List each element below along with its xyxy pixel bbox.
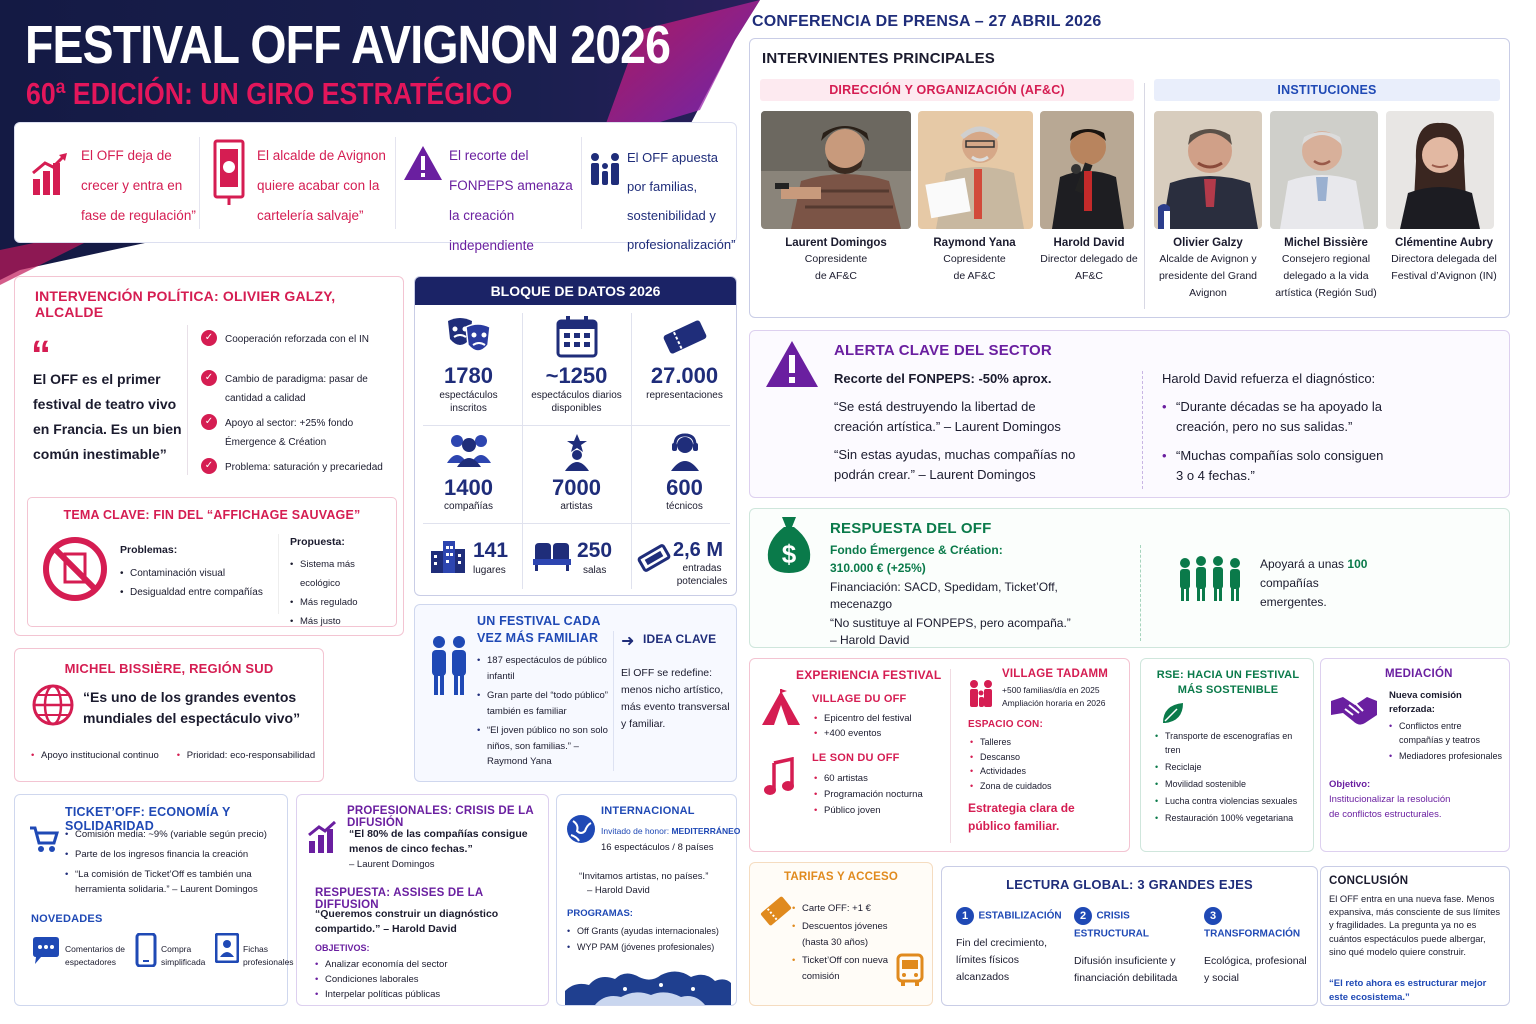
mediacion-list: • Conflictos entre compañías y teatros • Mediadores profesionales: [1389, 719, 1505, 763]
headline-4: El OFF apuesta por familias, sostenibilidad y profesionalización”: [627, 150, 736, 252]
datos-card: BLOQUE DE DATOS 2026 1780 espectáculos inscritos ~1250 espectáculos diarios disponibles 27.000 representaciones 1400 compañías 7000 artistas 600 técnicos 141 lugares 250 salas 2,6 M entradas potenciales: [414, 276, 737, 596]
headlines-strip: [14, 122, 737, 253]
group-direccion: DIRECCIÓN Y ORGANIZACIÓN (AF&C): [829, 83, 1065, 97]
objetivos-list: • Analizar economía del sector • Condiciones laborales • Interpelar políticas públicas: [315, 957, 448, 1002]
tickets-icon: [637, 543, 671, 573]
people-group-icon: [1176, 555, 1246, 603]
politica-title: INTERVENCIÓN POLÍTICA: OLIVIER GALZY, ALCALDE: [35, 288, 336, 320]
bissiere-quote: “Es uno de los grandes eventos mundiales del espectáculo vivo”: [83, 689, 301, 726]
headline-2: El alcalde de Avignon quiere acabar con la cartelería salvaje”: [257, 148, 386, 223]
photo-laurent-domingos: [761, 111, 911, 229]
eje-3: 3 TRANSFORMACIÓN Ecológica, profesional y social: [1204, 907, 1316, 987]
bissiere-notes: • Apoyo institucional continuo • Prioridad: eco-responsabilidad: [31, 749, 315, 763]
alerta-card: [749, 330, 1510, 498]
profesionales-title: PROFESIONALES: CRISIS DE LA DIFUSIÓN: [347, 805, 534, 829]
politica-quote: El OFF es el primer festival de teatro vivo en Francia. Es un bien común inestimable”: [33, 371, 182, 462]
group-icon: [445, 433, 493, 469]
intervinientes-title: INTERVINIENTES PRINCIPALES: [762, 50, 996, 67]
ticketoff-list: • Comisión media: ~9% (variable según precio) • Parte de los ingresos financia la creación • “La comisión de Ticket’Off es también una herramienta solidaria.” – Laurent Domingos: [65, 827, 283, 897]
ticketoff-title: TICKET’OFF: ECONOMÍA Y SOLIDARIDAD: [65, 805, 231, 833]
experiencia-card: EXPERIENCIA FESTIVAL VILLAGE DU OFF • Epicentro del festival • +400 eventos LE SON DU OFF • 60 artistas • Programación nocturna • Público joven VILLAGE TADAMM +500 familias/día en 2025 Ampliación horaria en 2026 ESPACIO CON: • Talleres • Descanso • Actividades • Zona de cuidados Estrategia clara de público familiar.: [749, 658, 1130, 852]
lectura-title: LECTURA GLOBAL: 3 GRANDES EJES: [1006, 877, 1253, 892]
mediterranean-map: [565, 963, 731, 1005]
datos-title: BLOQUE DE DATOS 2026: [490, 283, 661, 299]
checklist-item: ✓ Cambio de paradigma: pasar de cantidad a calidad: [201, 369, 401, 413]
check-icon: ✓: [201, 370, 217, 386]
globe-blue-icon: [565, 813, 597, 845]
respuesta-title: RESPUESTA DEL OFF: [830, 520, 992, 537]
no-poster-icon: [42, 536, 108, 602]
rse-title: RSE: HACIA UN FESTIVAL MÁS SOSTENIBLE: [1156, 669, 1300, 696]
alerta-quote-1: “Se está destruyendo la libertad de creación artística.” – Laurent Domingos: [834, 399, 1061, 434]
tarifas-title: TARIFAS Y ACCESO: [784, 871, 898, 883]
mediacion-card: MEDIACIÓN Nueva comisión reforzada: • Conflictos entre compañías y teatros • Mediadores profesionales Objetivo: Institucionalizar la resolución de conflictos estructurales.: [1320, 658, 1510, 852]
eje-2: 2 CRISIS ESTRUCTURAL Difusión insuficiente y financiación debilitada: [1074, 907, 1204, 987]
lectura-card: [941, 866, 1318, 1006]
conclusion-text: El OFF entra en una nueva fase. Menos expansiva, más consciente de sus límites y fragilidades. La pregunta ya no es cuántos espectáculos puede albergar, sino qué modelo quiere construir.: [1329, 894, 1501, 957]
handshake-icon: [1329, 693, 1379, 727]
photo-clementine-aubry: [1386, 111, 1494, 229]
profesionales-card: PROFESIONALES: CRISIS DE LA DIFUSIÓN “El 80% de las compañías consigue menos de cinco fechas.” – Laurent Domingos RESPUESTA: ASSISES DE LA DIFFUSION “Queremos construir un diagnóstico compartido.” – Harold David OBJETIVOS: • Analizar economía del sector • Condiciones laborales • Interpelar políticas públicas: [296, 794, 549, 1006]
trend-icon: [307, 821, 337, 855]
ticket-orange-icon: [758, 893, 794, 929]
idea-title: IDEA CLAVE: [643, 632, 717, 646]
stat-tecnicos: 600 técnicos: [631, 433, 738, 512]
ticketoff-card: TICKET’OFF: ECONOMÍA Y SOLIDARIDAD • Comisión media: ~9% (variable según precio) • Parte de los ingresos financia la creación • “La comisión de Ticket’Off es también una herramienta solidaria.” – Laurent Domingos NOVEDADES Comentarios de espectadores Compra simplificada Fichas profesionales: [14, 794, 288, 1006]
check-icon: ✓: [201, 414, 217, 430]
person-laurent-domingos: Laurent Domingos Copresidente de AF&C: [785, 237, 887, 282]
intervinientes-card: [749, 38, 1510, 318]
theater-masks-icon: [444, 315, 494, 359]
eje-1: 1 ESTABILIZACIÓN Fin del crecimiento, límites físicos alcanzados: [956, 907, 1076, 986]
money-bag-icon: [764, 515, 814, 575]
experiencia-title: EXPERIENCIA FESTIVAL: [796, 668, 942, 682]
politica-checklist: [201, 329, 401, 481]
artist-icon: [559, 433, 595, 471]
internacional-title: INTERNACIONAL: [601, 805, 695, 817]
village-title: VILLAGE DU OFF: [812, 693, 907, 705]
espacio-list: • Talleres • Descanso • Actividades • Zona de cuidados: [970, 735, 1052, 793]
bissiere-title: MICHEL BISSIÈRE, REGIÓN SUD: [64, 661, 274, 676]
stat-representaciones: 27.000 representaciones: [631, 315, 738, 402]
village-list: • Epicentro del festival • +400 eventos: [814, 711, 912, 741]
photo-michel-bissiere: [1270, 111, 1378, 229]
couple-icon: [427, 635, 471, 697]
stat-lugares-value: 141: [473, 539, 509, 562]
estrategia-text: Estrategia clara de público familiar.: [968, 801, 1075, 833]
conclusion-highlight: “El reto ahora es estructurar mejor este ecosistema.”: [1329, 978, 1487, 1003]
person-raymond-yana: Raymond Yana Copresidente de AF&C: [933, 237, 1016, 282]
familiar-card: [414, 604, 737, 782]
tema-card: TEMA CLAVE: FIN DEL “AFFICHAGE SAUVAGE” Problemas: • Contaminación visual • Desigualdad entre compañías Propuesta: • Sistema más ecológico • Más regulado • Más justo: [27, 497, 397, 627]
alerta-title: ALERTA CLAVE DEL SECTOR: [834, 342, 1052, 359]
bus-icon: [896, 953, 924, 987]
check-icon: ✓: [201, 458, 217, 474]
headline-3: El recorte del FONPEPS amenaza la creación independiente: [449, 148, 573, 253]
page-title: FESTIVAL OFF AVIGNON 2026: [25, 15, 671, 75]
respuesta-assises-title: RESPUESTA: ASSISES DE LA DIFFUSION: [315, 887, 483, 911]
calendar-icon: [555, 315, 599, 359]
problems-list: • Contaminación visual • Desigualdad entre compañías: [120, 564, 263, 602]
alerta-line: Recorte del FONPEPS: -50% aprox.: [834, 371, 1052, 386]
conclusion-title: CONCLUSIÓN: [1329, 875, 1409, 887]
guest-of-honor: MEDITERRÁNEO: [671, 826, 741, 836]
tent-icon: [760, 689, 802, 729]
alerta-right-list: • “Durante décadas se ha apoyado la creación, pero no sus salidas.” • “Muchas compañías solo consiguen 3 o 4 fechas.”: [1162, 397, 1392, 486]
chat-icon: [31, 937, 61, 967]
arrow-right-icon: ➜: [621, 633, 635, 650]
respuesta-quote: “No sustituye al FONPEPS, pero acompaña.”: [830, 616, 1071, 630]
person-clementine-aubry: Clémentine Aubry Directora delegada del Festival d’Avignon (IN): [1391, 237, 1497, 282]
stat-entradas-value: 2,6 M: [673, 539, 724, 561]
profesionales-quote: “El 80% de las compañías consigue menos de cinco fechas.”: [349, 828, 528, 855]
checklist-item: ✓ Apoyo al sector: +25% fondo Émergence & Création: [201, 413, 401, 457]
music-note-icon: [764, 757, 796, 797]
familiar-list: • 187 espectáculos de público infantil • Gran parte del “todo público” también es familiar • “El joven público no son solo niños, son familias.” – Raymond Yana: [477, 653, 609, 770]
photo-harold-david: [1040, 111, 1134, 229]
check-icon: ✓: [201, 330, 217, 346]
press-conference-date: CONFERENCIA DE PRENSA – 27 ABRIL 2026: [752, 13, 1102, 30]
internacional-quote: “Invitamos artistas, no países.”: [579, 871, 709, 882]
seats-icon: [533, 543, 571, 571]
growth-chart-icon: [31, 153, 69, 197]
cart-icon: [29, 825, 59, 853]
stat-salas-value: 250: [577, 539, 613, 562]
respuesta-card: $ RESPUESTA DEL OFF Fondo Émergence & Création: 310.000 € (+25%) Financiación: SACD, Spedidam, Ticket’Off, mecenazgo “No sustituye al FONPEPS, pero acompaña.” – Harold David Apoyará a unas 100 compañías emergentes.: [749, 508, 1510, 648]
politica-card: [14, 276, 404, 636]
tema-title: TEMA CLAVE: FIN DEL “AFFICHAGE SAUVAGE”: [63, 508, 361, 522]
warning-big-icon: [764, 339, 820, 389]
warning-icon: [403, 145, 443, 181]
conclusion-card: [1320, 866, 1510, 1006]
person-olivier-galzy: Olivier Galzy Alcalde de Avignon y presidente del Grand Avignon: [1158, 237, 1258, 299]
ticket-icon: [661, 315, 709, 359]
page-subtitle: 60ª EDICIÓN: UN GIRO ESTRATÉGICO: [26, 76, 513, 111]
alerta-right-title: Harold David refuerza el diagnóstico:: [1162, 371, 1376, 386]
stat-artistas: 7000 artistas: [522, 433, 631, 512]
rse-list: • Transporte de escenografías en tren • Reciclaje • Movilidad sostenible • Lucha contra violencias sexuales • Restauración 100% vegetariana: [1155, 729, 1307, 825]
stat-diarios: ~1250 espectáculos diarios disponibles: [522, 315, 631, 415]
tadamm-title: VILLAGE TADAMM: [1002, 668, 1109, 680]
stat-espectaculos: 1780 espectáculos inscritos: [415, 315, 522, 415]
tarifas-card: [749, 862, 933, 1006]
checklist-item: ✓ Problema: saturación y precariedad: [201, 457, 401, 481]
stat-companias: 1400 compañías: [415, 433, 522, 512]
fund-amount: 310.000 € (+25%): [830, 561, 926, 575]
novedades-label: NOVEDADES: [31, 913, 103, 925]
headline-1: El OFF deja de crecer y entra en fase de regulación”: [81, 148, 196, 223]
family-icon: [588, 151, 622, 201]
globe-icon: [31, 683, 75, 727]
svg-text:$: $: [781, 539, 797, 569]
familiar-title: UN FESTIVAL CADA VEZ MÁS FAMILIAR: [477, 614, 601, 645]
mediacion-objetivo: Institucionalizar la resolución de conflictos estructurales.: [1329, 794, 1451, 820]
programs-list: • Off Grants (ayudas internacionales) • WYP PAM (jóvenes profesionales): [567, 923, 719, 955]
person-harold-david: Harold David Director delegado de AF&C: [1040, 237, 1138, 282]
proposals-list: • Sistema más ecológico • Más regulado • Más justo: [290, 555, 396, 631]
support-text: Apoyará a unas 100 compañías emergentes.: [1260, 557, 1368, 609]
group-instituciones: INSTITUCIONES: [1277, 83, 1377, 97]
poster-icon: [213, 137, 245, 207]
idea-text: El OFF se redefine: menos nicho artístico, más evento transversal y familiar.: [621, 667, 730, 730]
bissiere-card: [14, 648, 324, 782]
leaf-icon: [1161, 701, 1185, 725]
profile-icon: [215, 933, 239, 963]
rse-card: [1140, 658, 1314, 852]
alerta-quote-2: “Sin estas ayudas, muchas compañías no podrán crear.” – Laurent Domingos: [834, 447, 1076, 482]
photo-raymond-yana: [918, 111, 1033, 229]
respuesta-assises-quote: “Queremos construir un diagnóstico compartido.” – Harold David: [315, 908, 499, 935]
son-title: LE SON DU OFF: [812, 752, 900, 764]
family-pink-icon: [968, 679, 994, 709]
person-michel-bissiere: Michel Bissière Consejero regional delegado a la vida artística (Región Sud): [1275, 237, 1377, 299]
son-list: • 60 artistas • Programación nocturna • Público joven: [814, 771, 923, 819]
technician-icon: [667, 433, 703, 471]
internacional-card: INTERNACIONAL Invitado de honor: MEDITERRÁNEO 16 espectáculos / 8 países “Invitamos artistas, no países.” – Harold David PROGRAMAS: • Off Grants (ayudas internacionales) • WYP PAM (jóvenes profesionales): [556, 794, 737, 1006]
buildings-icon: [429, 539, 467, 573]
mediacion-title: MEDIACIÓN: [1385, 668, 1453, 680]
checklist-item: ✓ Cooperación reforzada con el IN: [201, 329, 401, 369]
phone-icon: [135, 933, 157, 967]
tarifas-list: • Carte OFF: +1 € • Descuentos jóvenes (hasta 30 años) • Ticket’Off con nueva comisión: [792, 901, 892, 985]
quote-mark-icon: “: [31, 333, 51, 377]
photo-olivier-galzy: [1154, 111, 1262, 229]
